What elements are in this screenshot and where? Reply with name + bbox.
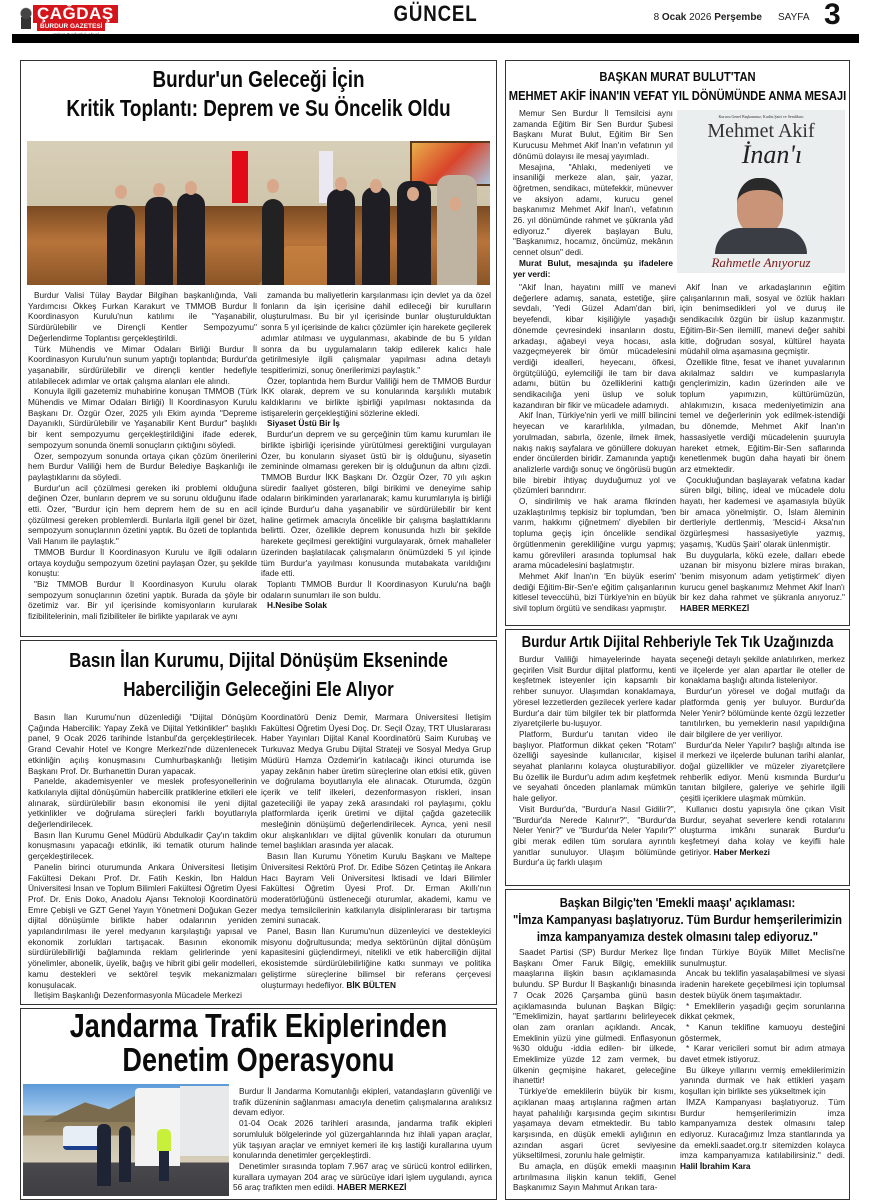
portrait-name: Mehmet Akif [707, 120, 815, 142]
date-weekday: Perşembe [714, 12, 762, 23]
last-paragraph: Kullanıcı dostu yapısıyla öne çıkan Visit Burdur, seyahat severlere kendi rotalarını oluşturma imkânı sunarak Burdur'u keşfetmeyi daha kolay ve keyifli hale getiriyor. Haber Merkezi [680, 803, 845, 857]
article-column-1: Basın İlan Kurumu'nun düzenlediği "Dijital Dönüşüm Çağında Habercilik: Yapay Zekâ ve Dijital Yetkinlikler" başlıklı panel, 9 Ocak 2026 tarihinde İstanbul'da gerçekleştirilecek. Grand Cevahir Hotel ve Kongre Merkezi'nde düzenlenecek etkinliğin açılış konuşmasını Cumhurbaşkanlığı İletişim Başkanı Prof. Dr. Burhanettin Duran yapacak. Panelde, akademisyenler ve meslek profesyonellerinin katkılarıyla dijital dönüşümün habercilik pratiklerine etkileri ele alınarak, sürdürülebilir basın ekonomisi ile yeni dijital yetkinlikler ve doğrulama süreçleri farklı boyutlarıyla değerlendirilecek. Basın İlan Kurumu Genel Müdürü Abdulkadir Çay'ın takdim konuşmasını yapacağı etkinlik, iki tematik oturum halinde gerçekleştirilecek. Panelin birinci oturumunda Ankara Üniversitesi İletişim Fakültesi Dekanı Prof. Dr. Fatih Keskin, İbn Haldun Üniversitesi İnsan ve Toplum Bilimleri Fakültesi Öğretim Üyesi Prof. Dr. Enis Doko, Anadolu Ajansı Teknoloji Koordinatörü Emre Çebişli ve GZT Genel Yayın Yönetmeni Doğukan Gezer dijital dönüşümle birlikte haber odalarının yeniden yapılandırılması ile yerel medyanın karşılaştığı yapısal ve ekonomik zorlukları tartışacak. Basının ekonomik sürdürülebilirliği bağlamında reklam gelirlerinde yeni yönelimler, abonelik, üyelik, bağış ve hibrit gibi gelir modelleri, kamu destekleri ve sektörel teşvik mekanizmaları konuşulacak. İletişim Başkanlığı Dezenformasyonla Mücadele Merkezi [28, 712, 257, 1001]
last-paragraph: Denetimler sırasında toplam 7.967 araç ve sürücü kontrol edilirken, kurallara uymayan 204 araç ve sürücüye idari işlem uygulandı, ayrıca 56 araç trafikten men edildi. HABER MERKEZİ [233, 1160, 492, 1193]
article-retirement-salary [505, 889, 850, 1200]
traffic-officer [157, 1129, 171, 1151]
face [115, 185, 127, 199]
byline: Haber Merkezi [713, 846, 770, 857]
article-visit-burdur [505, 629, 850, 886]
page-label: SAYFA [778, 12, 810, 23]
portrait-suit [715, 228, 807, 254]
last-paragraph: Panel, Basın İlan Kurumu'nun düzenleyici ve destekleyici misyonu doğrultusunda; medya sektörünün dijital dönüşüm kapasitesini güçlendirmeyi, nitelikli ve etik haberciliğin dijital ekosistemde sürdürülebilirliğine katkı sunmayı ve politika geliştirme süreçlerine bilimsel bir referans çerçevesi oluşturmayı hedefliyor. BİK BÜLTEN [261, 926, 491, 990]
article-column-1: Burdur Valisi Tülay Baydar Bilgihan başkanlığında, Vali Yardımcısı Ökkeş Furkan Karakurt ve TMMOB Burdur İl Koordinasyon Kurulu'nun katılımı ile "Yaşanabilir, Sürdürülebilir ve Dirençli Kentler Sempozyumu" Değerlendirme Toplantısı gerçekleştirildi. Türk Mühendis ve Mimar Odaları Birliği Burdur İl Koordinasyon Kurulu'nun sunum yaptığı toplantıda; Burdur'da yaşanabilir, sürdürülebilir ve dirençli kentler hedefiyle atılabilecek adımlar ve ortak çalışma alanları ele alındı. Konuyla ilgili gazetemiz muhabirine konuşan TMMOB (Türk Mühendis ve Mimar Odaları Birliği) İl Koordinasyon Kurulu Başkanı Dr. Özgür Özer, 2025 yılı Ekim ayında "Depreme Dayanıklı, Sürdürülebilir ve Yaşanabilir Kent Burdur" başlıklı bir kent sempozyumu gerçekleştirildiğini ifade ederek, sempozyum sonunda önemli sonuçların çıktığını söyledi. Özer, sempozyum sonunda ortaya çıkan çözüm önerilerini hem Burdur Valiliği hem de Burdur Belediye Başkanlığı ile paylaştıklarını da söyledi. Burdur'un acil çözülmesi gereken iki problemi olduğuna değinen Özer, bunların deprem ve su sorunu olduğunu ifade etti. Özer, "Burdur için hem deprem hem de su en acil çözülmesi gereken problemlerdi. Bunlarla ilgili genel bir özet, sempozyum sonuçlarının özetini yaptık. Bu özeti de toplantıda Vali Hanım ile paylaştık." TMMOB Burdur İl Koordinasyon Kurulu ve ilgili odaların ortaya koyduğu sempozyum özetini paylaşan Özer, şu şekilde konuştu: "Biz TMMOB Burdur İl Koordinasyon Kurulu olarak sempozyum sonuçlarının özetini yaptık. Burada da şöyle bir özetimiz var. Bir yıl içerisinde komisyonların kurularak fizibilitelerinin, mali fizibiliteler ile birlikte yapılarak ve aynı [28, 290, 257, 622]
last-paragraph: Bu duygularla, kökü ezele, dalları ebede uzanan bir misyonu bizlere miras bırakan, 'benim misyonum adam yetiştirmek' diyen kurucu genel başkanımız Mehmet Akif İnan'ı bir kez daha rahmet ve şükranla anıyoruz." HABER MERKEZİ [680, 549, 845, 614]
issue-date [392, 12, 762, 23]
meeting-photo[interactable] [27, 141, 490, 285]
article-headline: Başkan Bilgiç'ten 'Emekli maaşı' açıklaması: "İmza Kampanyası başlatıyoruz. Tüm Burdur hemşerilerimizin imza kampanyamıza destek olmasını talep ediyoruz." [512, 895, 843, 944]
portrait-face [737, 178, 783, 234]
person [327, 189, 355, 285]
last-paragraph: İMZA Kampanyası başlatıyoruz. Tüm Burdur hemşerilerimizin imza kampanyamıza destek olmasını talep ediyoruz. Kuracağımız İmza stantlarında ya da emekli.saadet.org.tr sitemizden kolayca imza kampanyamıza katılabilirsiniz." dedi. Halil İbrahim Kara [680, 1096, 845, 1172]
face [153, 183, 165, 197]
byline: BİK BÜLTEN [346, 979, 396, 990]
face [407, 187, 419, 201]
date-month: Ocak [661, 12, 687, 23]
article-bik-digital-panel [20, 640, 497, 1005]
truck-trailer [180, 1086, 229, 1156]
masthead-rule [12, 34, 859, 43]
gendarmerie-van [63, 1126, 101, 1150]
article-akif-inan-memorial [505, 60, 850, 626]
face [267, 179, 279, 193]
page-number: 3 [824, 0, 841, 31]
article-headline: Basın İlan Kurumu, Dijital Dönüşüm Ekseninde Haberciliğin Geleceğini Ele Alıyor [69, 650, 448, 701]
face [185, 181, 197, 195]
face [335, 177, 347, 191]
article-column-1: "Akif İnan, hayatını millî ve manevi değerlere adamış, sanata, estetiğe, şiire sevdalı, 'Yedi Güzel Adam'dan biri, beyefendi, kibar kişiliğiyle yaşadığı dönemde çevresindeki insanların dostu, arkadaşı, ağabeyi veya hocası, asla vazgeçmeyerek bir ömür mücadelesini verdiği idealleri, heyecanı, öfkesi, örgütçülüğü, eylemciliği ile tam bir dava adamı, bütün bu özelliklerini kattığı sendikacılığa yeni üslup ve soluk kazandıran bir fikir ve mücadele adamıydı. Akif İnan, Türkiye'nin yerli ve millî bilincini heyecan ve kararlılıkla, yılmadan, yorulmadan, sabırla, özenle, ilmek ilmek, nakış nakış sayfalara ve gönüllere dokuyan ender öncülerden biridir. Zamanında yaptığı analizlerle vardığı sonuç ve öngörüsü bugün bile birebir ihtiyaç duyduğumuz yol ve çözümleri barındırır. O, sindirilmiş ve hak arama fikrinden uzaklaştırılmış tepkisiz bir toplumdan, 'ben varım, hakkımı çiğnetmem' diyebilen bir topluma geçiş için öncelikle sendikal örgütlenmenin gerekliliğine vurgu yapmış; kamu görevlileri arasında toplumsal hak arama mücadelesini başlatmıştır. Mehmet Akif İnan'ın 'En büyük eserim' dediği Eğitim-Bir-Sen'e eğitim çalışanlarının kitlesel teveccühü, bizi Türkiye'nin en büyük sivil toplum örgütü ve sendikası yapmıştır. [513, 282, 676, 614]
article-column-1: Burdur Valiliği himayelerinde hayata geçirilen Visit Burdur dijital platformu, kenti keşfetmek isteyenler için kapsamlı bir rehber sunuyor. Ulaşımdan konaklamaya, yöresel lezzetlerden gezilecek yerlere kadar Burdur'a dair tüm bilgiler tek bir platformda ziyaretçilerle bu-luşuyor. Platform, Burdur'u tanıtan video ile başlıyor. Platformun dikkat çeken "Rotam" özelliği sayesinde kullanıcılar, kişisel seyahat planlarını kolayca oluşturabiliyor. Bu özellik ile Burdur'u adım adım keşfetmek ve seyahati önceden planlamak mümkün hale geliyor. Visit Burdur'da, "Burdur'a Nasıl Gidilir?", "Burdur'da Nerede Kalınır?", "Burdur'da Neler Yenir?" ve "Burdur'da Neler Yapılır?" gibi merak edilen tüm sorulara ayrıntılı yanıtlar sunuluyor. Ulaşım bölümünde Burdur'a üç farklı ulaşım [513, 654, 676, 868]
article-body: Burdur İl Jandarma Komutanlığı ekipleri, vatandaşların güvenliği ve trafik düzeninin sağlanması amacıyla denetim çalışmalarına aralıksız devam ediyor. 01-04 Ocak 2026 tarihleri arasında, jandarma trafik ekipleri sorumluluk bölgelerinde yol güzergahlarında hız ihlali yapan araçlar, yük taşıyan araçlar ve emniyet kemeri ile kış lastiği kurallarına uyum konularında denetimler gerçekleştirdi. Denetimler sırasında toplam 7.967 araç ve sürücü kontrol edilirken, kurallara uymayan 204 araç ve sürücüye idari işlem uygulandı, ayrıca 56 araç trafikten men edildi. HABER MERKEZİ [233, 1086, 492, 1193]
article-column-2: Akif İnan ve arkadaşlarının eğitim çalışanlarının mali, sosyal ve özlük hakları için benimsedikleri yol ve duruş ile sendikacılık özgün bir üslup kazanmıştır. Eğitim-Bir-Sen ilemillî, manevi değer sahibi kitle, doğrudan sosyal, kültürel hayata müdahil olma aşamasına geçmiştir. Özellikle fitne, fesat ve ihanet yuvalarının akılalmaz saldırı ve kumpaslarıyla gençlerimizin, kadın üzerinden aile ve toplum yapımızın, kültürümüzün, ahlakımızın, kısaca medeniyetimizin ana temel ve değerlerinin yok edilmek-istendiği bu dönemde, Mehmet Akif İnan'ın hassasiyetle verdiği mücadelenin şuuruyla hareket etmek, Eğitim-Bir-Sen saflarında kenetlenmek bugün daha hayati bir önem arz etmektedir. Çocukluğundan başlayarak vefatına kadar süren bilgi, bilinç, ideal ve mücadele dolu hayatı, her kademesi ve aşamasıyla büyük bir amaca yönelmiştir. O, İslam âleminin dertleriyle dertlenmiş, 'Mescid-i Aksa'nın özgürleşmesi hassasiyetiyle yazmış, yaşamış, 'Kudüs Şairi' olarak ünlenmiştir. Bu duygularla, kökü ezele, dalları ebede uzanan bir misyonu bizlere miras bırakan, 'benim misyonum adam yetiştirmek' diyen kurucu genel başkanımız Mehmet Akif İnan'ı bir kez daha rahmet ve şükranla anıyoruz." HABER MERKEZİ [680, 282, 845, 614]
article-column-2: fından Türkiye Büyük Millet Meclisi'ne sunulmuştur. Ancak bu teklifin yasalaşabilmesi ve siyasi iradenin harekete geçebilmesi için toplumsal destek büyük önem taşımaktadır. * Emeklilerin yaşadığı geçim sorunlarına dikkat çekmek, * Kanun teklifine kamuoyu desteğini göstermek, * Karar vericileri somut bir adım atmaya davet etmek istiyoruz. Bu ülkeye yıllarını vermiş emeklilerimizin yanında durmak ve hak ettikleri yaşam koşulları için birlikte ses yükseltmek için İMZA Kampanyası başlatıyoruz. Tüm Burdur hemşerilerimizin imza kampanyamıza destek olmasını talep ediyoruz. Kuracağımız İmza stantlarında ya da emekli.saadet.org.tr sitemizden kolayca imza kampanyamıza katılabilirsiniz." dedi. Halil İbrahim Kara [680, 947, 845, 1172]
person [107, 205, 135, 285]
person [145, 197, 173, 285]
masthead [0, 0, 871, 45]
traffic-officer-legs [159, 1151, 169, 1181]
article-burdur-critical-meeting [20, 60, 497, 637]
portrait-footer: Rahmetle Anıyoruz [711, 255, 811, 270]
article-column-2: seçeneği detaylı şekilde anlatılırken, merkez ve ilçelerde yer alan apartlar ile oteller de konaklama başlığı altında listeleniyor. Burdur'un yöresel ve doğal mutfağı da platformda geniş yer buluyor. Burdur'da Neler Yenir? bölümünde kente özgü lezzetler tanıtılırken, bu yemeklerin nasıl yapıldığına dair bilgilere de yer veriliyor. Burdur'da Neler Yapılır? başlığı altında ise il merkezi ve ilçelerde bulunan tarihi alanlar, doğal güzellikler ve müzeler ziyaretçilere rehberlik ediyor. Menü kısmında Burdur'u tanıtan bilgilere, galeriye ve şehirle ilgili çeşitli içeriklere ulaşmak mümkün. Kullanıcı dostu yapısıyla öne çıkan Visit Burdur, seyahat severlere kendi rotalarını oluşturma imkânı sunarak Burdur'u keşfetmeyi daha kolay ve keyifli hale getiriyor. Haber Merkezi [680, 654, 845, 857]
portrait-caption-top: Kurucu Genel Başkanımız, Kudüs Şairi ve Sendikacı [718, 114, 804, 119]
officer [97, 1124, 111, 1186]
article-headline: BAŞKAN MURAT BULUT'TAN MEHMET AKİF İNAN'IN VEFAT YIL DÖNÜMÜNDE ANMA MESAJI [508, 69, 847, 103]
officer [119, 1126, 131, 1182]
person [437, 175, 477, 285]
article-gendarmerie-traffic [20, 1008, 497, 1200]
article-headline: Burdur Artık Dijital Rehberiyle Tek Tık Uzağınızda [521, 634, 834, 651]
logo-name: ÇAĞDAŞ [33, 5, 118, 23]
article-column-2: Koordinatörü Deniz Demir, Marmara Üniversitesi İletişim Fakültesi Öğretim Üyesi Doç. Dr. Seçil Özay, TRT Uluslararası Haber Yayınları Dijital Kanal Koordinatörü Saim Kurubaş ve Turkuvaz Medya Grubu Dijital Strateji ve Sosyal Medya Grup Müdürü Hamza Özdemir'in katılacağı ikinci oturumda ise yapay zekânın haber üretim süreçlerine olan etkisi etik, güven ve doğrulama boyutlarıyla ele alınacak. Oturumda, özgün içerik ve telif ilkeleri, dezenformasyon riskleri, insan gazeteciliği ile yapay zekâ arasındaki rol paylaşımı, çoklu platformlarda içerik üretimi ve dijital çağda gazetecilik mesleğinin dönüşümü değerlendirilecek. Ayrıca, yeni nesil okur alışkanlıkları ve dijital güvenlik konuları da oturumun temel başlıkları arasında yer alacak. Basın İlan Kurumu Yönetim Kurulu Başkanı ve Maltepe Üniversitesi Rektörü Prof. Dr. Edibe Sözen Çetintaş ile Ankara Hacı Bayram Veli Üniversitesi İktisadi ve İdari Bilimler Fakültesi Öğretim Üyesi Prof. Dr. Erman Akıllı'nın moderatörlüğünü üstleneceği oturumlar, akademi, kamu ve medya temsilcilerinin katkılarıyla disiplinlerarası bir tartışma zemini sunacak. Panel, Basın İlan Kurumu'nun düzenleyici ve destekleyici misyonu doğrultusunda; medya sektörünün dijital dönüşüm kapasitesini güçlendirmeyi, nitelikli ve etik haberciliğin dijital ekosistemde sürdürülebilirliğine katkı sunmayı ve politika geliştirme süreçlerine bilimsel bir referans çerçevesi oluşturmayı hedefliyor. BİK BÜLTEN [261, 712, 491, 990]
section-title: GÜNCEL [393, 1, 478, 26]
byline: H.Nesibe Solak [267, 600, 327, 611]
article-column-1: Saadet Partisi (SP) Burdur Merkez İlçe Başkanı Ömer Faruk Bilgiç, emeklilik maaşlarına ilişkin basın açıklamasında bulundu. SP Burdur İl Başkanlığı binasında 7 Ocak 2026 Çarşamba günü basın açıklamasında bulunan Başkan Bilgiç: "Emeklimizin, hayat şartlarını belirleyecek olan zam oranları açıklandı. Ancak, Emeklinin yüzü yine gülmedi. Enflasyonun %30 olduğu -iddia edilen- bir ülkede, Emeklimize yüzde 12 zam vermek, bu ülkenin geçmişine hakaret, geleceğine ihanettir! Türkiye'de emeklilerin büyük bir kısmı, açıklanan maaş artışlarına rağmen artan hayat pahalılığı karşısında geçim sıkıntısı yaşamaya devam etmektedir. Bu tablo karşısında, en düşük emekli aylığının en azından asgari ücret seviyesine yükseltilmesi, zorunlu hale gelmiştir. Bu amaçla, en düşük emekli maaşının artırılmasına ilişkin kanun teklifi, Genel Başkanımız Sayın Mahmut Arıkan tara- [513, 947, 676, 1193]
byline: HABER MERKEZİ [337, 1182, 407, 1193]
akif-inan-portrait[interactable] [677, 110, 845, 273]
face [449, 197, 461, 211]
lead-bold: Murat Bulut, mesajında şu ifadelere yer verdi: [513, 257, 673, 279]
subheading: Siyaset Üstü Bir İş [267, 418, 340, 429]
logo-subtitle: BURDUR GAZETESİ [37, 23, 105, 31]
person [177, 193, 205, 285]
article-headline: Burdur'un Geleceği İçin Kritik Toplantı: Deprem ve Su Öncelik Oldu [66, 66, 451, 121]
turkish-flag [232, 151, 248, 203]
article-headline: Jandarma Trafik Ekiplerinden Denetim Operasyonu [69, 1008, 448, 1078]
byline: Halil İbrahim Kara [680, 1161, 751, 1172]
portrait-surname: İnan'ı [741, 140, 803, 169]
date-year: 2026 [689, 12, 712, 23]
byline: HABER MERKEZİ [680, 603, 750, 614]
traffic-checkpoint-photo[interactable] [23, 1084, 229, 1196]
article-column-intro: Memur Sen Burdur İl Temsilcisi aynı zamanda Eğitim Bir Sen Burdur Şubesi Başkanı Murat Bulut, Eğitim Bir Sen Kurucusu Mehmet Akif İnan'ın vefatının yıl dönümü dolayısı ile mesaj yayımladı. Mesajına, "Ahlakı, medeniyeti ve insaniliği merkeze alan, şair, yazar, öğretmen, sendikacı, mütefekkir, münevver ve aksiyon adamı, kurucu genel başkanımız Mehmet Akif İnan'ı, vefatının 26. yıl dönümünde rahmet ve şükranla yâd ediyoruz." diyerek başlayan Bulu, "Başkanımız, hocamız, öncümüz, mekânın cennet olsun" dedi. Murat Bulut, mesajında şu ifadelere yer verdi: [513, 108, 673, 279]
person [362, 187, 390, 285]
article-column-2: zamanda bu maliyetlerin karşılanması için devlet ya da özel fonların da işin içerisine dahil edileceği bir kurulların oluşturulması. Bu bir yıl içerisinde bunlar oluşturulduktan sonra 5 yıl içerisinde de kalıcı çözümler için harekete geçilerek adımlar atılması ve uygulanması, akabinde de bu 5 yıldan sonra da bu uygulamaların takip edilerek kalıcı hale getirilmesiyle ilgili çalışmalar yapılması adına detaylı tespitlerimizi, sonuç önerilerimizi paylaştık." Özer, toplantıda hem Burdur Valiliği hem de TMMOB Burdur İKK olarak, deprem ve su konularında karşılıklı mutabık kaldıklarını ve birlikte işbirliği yapılması noktasında da istişarelerin gerçekleştiğini sözlerine ekledi. Siyaset Üstü Bir İş Burdur'un deprem ve su gerçeğinin tüm kamu kurumları ile birlikte işbirliği içerisinde yürütülmesi gerektiğini vurgulayan Özer, bu konuların siyaset üstü bir iş olduğunu, siyasetin zemininde olmaması gereken bir iş olduğunun da altını çizdi. TMMOB Burdur İKK Başkanı Dr. Özgür Özer, 70 yılı aşkın süredir faaliyet gösteren, bilgi birikimi ve deneyime sahip odaların birikiminden yararlanarak; kamu kurumlarıyla iş birliği içinde Burdur'u daha yaşanabilir ve sürdürülebilir bir kent haline getirmek amacıyla öncelikle bir çalışma başlattıklarını belirtti. Özer, özellikle deprem konusunda hızlı bir şekilde harekete geçilmesi gerektiğini vurgulayarak, örnek mahalleler üzerinden başlatılacak çalışmaların önümüzdeki 5 yıl içinde tüm Burdur'a yayılması konusunda mutabakata varıldığını ifade etti. Toplantı TMMOB Burdur İl Koordinasyon Kurulu'na bağlı odaların sunumları ile son buldu. H.Nesibe Solak [261, 290, 491, 611]
truck-cab [135, 1088, 180, 1166]
person [262, 199, 284, 285]
date-day: 8 [653, 12, 660, 23]
face [370, 179, 382, 193]
